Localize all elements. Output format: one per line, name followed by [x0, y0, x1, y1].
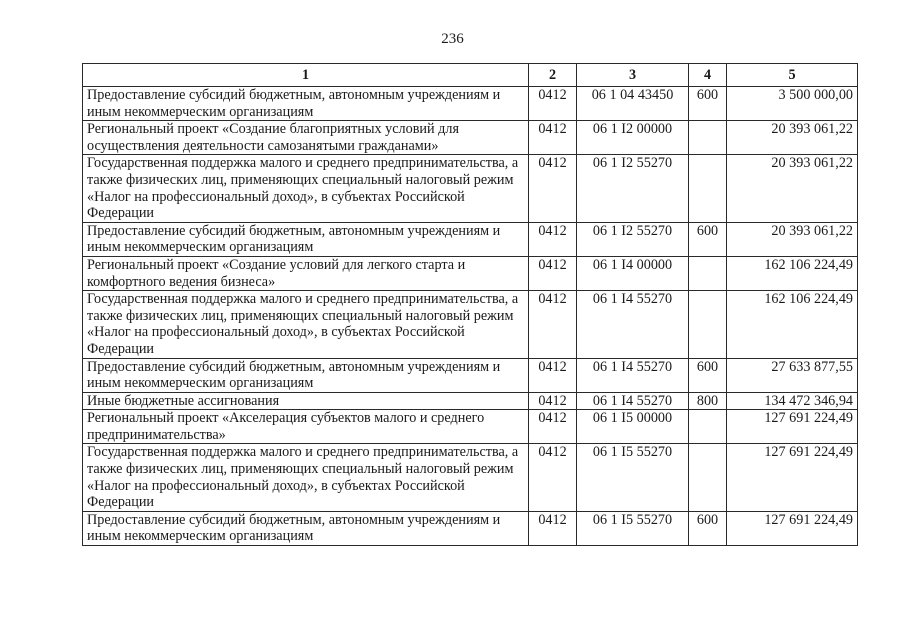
header-row — [83, 64, 858, 87]
cell-code: 06 1 I4 00000 — [577, 256, 689, 290]
cell-type: 600 — [689, 87, 727, 121]
cell-section: 0412 — [529, 410, 577, 444]
cell-amount: 27 633 877,55 — [727, 358, 858, 392]
cell-amount: 162 106 224,49 — [727, 291, 858, 358]
cell-section: 0412 — [529, 87, 577, 121]
column-header-name: 1 — [83, 64, 529, 87]
cell-section: 0412 — [529, 155, 577, 222]
cell-type: 600 — [689, 358, 727, 392]
column-header-amount: 5 — [727, 64, 858, 87]
cell-type: 600 — [689, 222, 727, 256]
cell-amount: 3 500 000,00 — [727, 87, 858, 121]
cell-type: 600 — [689, 511, 727, 545]
cell-code: 06 1 I4 55270 — [577, 392, 689, 410]
cell-amount: 127 691 224,49 — [727, 410, 858, 444]
column-header-section: 2 — [529, 64, 577, 87]
cell-type — [689, 444, 727, 511]
cell-name: Государственная поддержка малого и среднего предпринимательства, а также физических лиц, применяющих специальный налоговый режим «Налог на профессиональный доход», в субъектах Российской Федерации — [83, 291, 529, 358]
cell-section: 0412 — [529, 444, 577, 511]
cell-code: 06 1 I4 55270 — [577, 358, 689, 392]
table-header — [83, 64, 858, 87]
cell-code: 06 1 I5 55270 — [577, 444, 689, 511]
cell-type — [689, 291, 727, 358]
cell-section: 0412 — [529, 392, 577, 410]
cell-amount: 20 393 061,22 — [727, 222, 858, 256]
cell-type — [689, 256, 727, 290]
cell-type — [689, 155, 727, 222]
cell-code: 06 1 I2 55270 — [577, 222, 689, 256]
cell-code: 06 1 I5 00000 — [577, 410, 689, 444]
table-row — [83, 444, 858, 511]
cell-name: Предоставление субсидий бюджетным, автономным учреждениям и иным некоммерческим организациям — [83, 222, 529, 256]
cell-section: 0412 — [529, 511, 577, 545]
cell-amount: 20 393 061,22 — [727, 121, 858, 155]
cell-amount: 162 106 224,49 — [727, 256, 858, 290]
cell-name: Предоставление субсидий бюджетным, автономным учреждениям и иным некоммерческим организациям — [83, 87, 529, 121]
table-row — [83, 256, 858, 290]
cell-section: 0412 — [529, 256, 577, 290]
cell-name: Государственная поддержка малого и среднего предпринимательства, а также физических лиц, применяющих специальный налоговый режим «Налог на профессиональный доход», в субъектах Российской Федерации — [83, 444, 529, 511]
cell-name: Предоставление субсидий бюджетным, автономным учреждениям и иным некоммерческим организациям — [83, 511, 529, 545]
table-row — [83, 87, 858, 121]
page-number: 236 — [441, 31, 464, 47]
cell-name: Региональный проект «Создание условий для легкого старта и комфортного ведения бизнеса» — [83, 256, 529, 290]
table-row — [83, 121, 858, 155]
cell-amount: 127 691 224,49 — [727, 511, 858, 545]
column-header-type: 4 — [689, 64, 727, 87]
cell-code: 06 1 04 43450 — [577, 87, 689, 121]
cell-section: 0412 — [529, 121, 577, 155]
cell-code: 06 1 I2 00000 — [577, 121, 689, 155]
cell-name: Иные бюджетные ассигнования — [83, 392, 529, 410]
cell-type: 800 — [689, 392, 727, 410]
cell-section: 0412 — [529, 358, 577, 392]
cell-code: 06 1 I4 55270 — [577, 291, 689, 358]
cell-section: 0412 — [529, 291, 577, 358]
table-row — [83, 358, 858, 392]
cell-amount: 134 472 346,94 — [727, 392, 858, 410]
cell-section: 0412 — [529, 222, 577, 256]
cell-name: Региональный проект «Акселерация субъектов малого и среднего предпринимательства» — [83, 410, 529, 444]
table-row — [83, 511, 858, 545]
budget-table — [82, 63, 858, 546]
table-row — [83, 222, 858, 256]
table-row — [83, 392, 858, 410]
cell-code: 06 1 I5 55270 — [577, 511, 689, 545]
table-row — [83, 410, 858, 444]
table-row — [83, 155, 858, 222]
cell-amount: 20 393 061,22 — [727, 155, 858, 222]
cell-amount: 127 691 224,49 — [727, 444, 858, 511]
column-header-code: 3 — [577, 64, 689, 87]
table-row — [83, 291, 858, 358]
cell-code: 06 1 I2 55270 — [577, 155, 689, 222]
cell-name: Региональный проект «Создание благоприятных условий для осуществления деятельности самозанятыми гражданами» — [83, 121, 529, 155]
cell-type — [689, 121, 727, 155]
table-body — [83, 87, 858, 546]
cell-name: Предоставление субсидий бюджетным, автономным учреждениям и иным некоммерческим организациям — [83, 358, 529, 392]
cell-type — [689, 410, 727, 444]
cell-name: Государственная поддержка малого и среднего предпринимательства, а также физических лиц, применяющих специальный налоговый режим «Налог на профессиональный доход», в субъектах Российской Федерации — [83, 155, 529, 222]
